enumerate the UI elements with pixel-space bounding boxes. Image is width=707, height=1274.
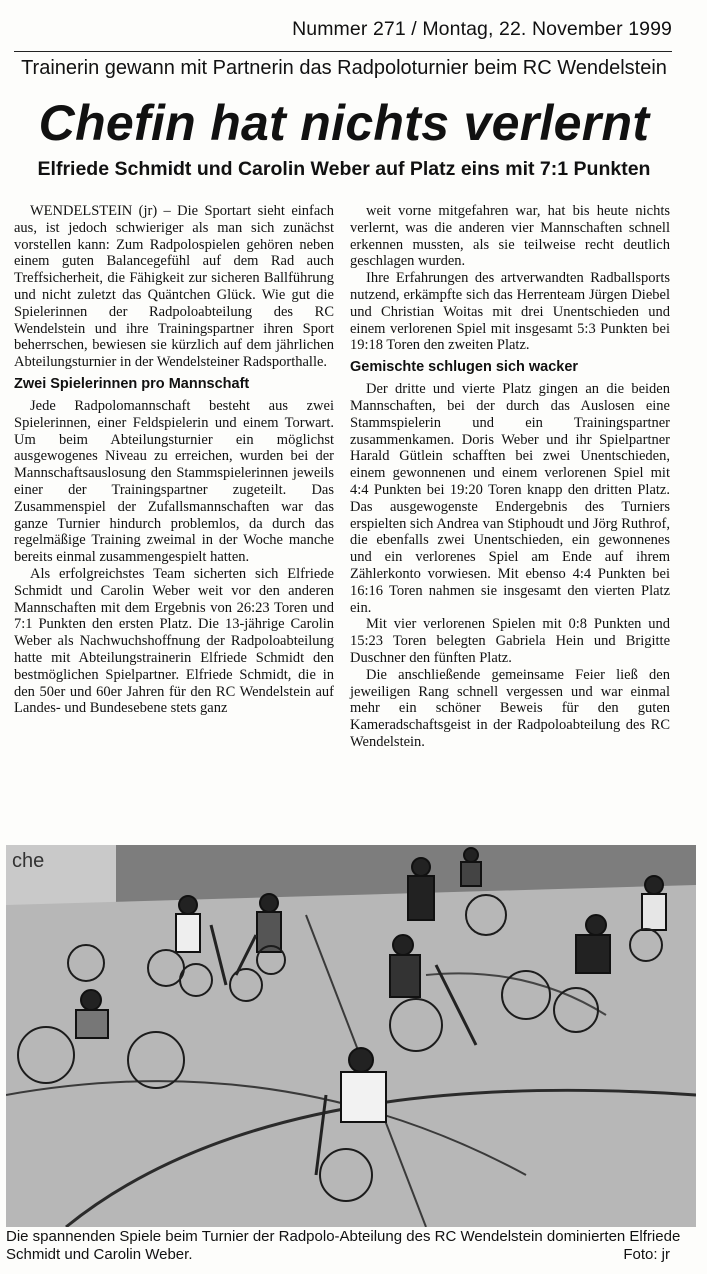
article-headline: Chefin hat nichts verlernt	[38, 95, 650, 151]
wall-sign-text: che	[12, 850, 45, 872]
paragraph: weit vorne mitgefahren war, hat bis heute nichts verlernt, was die anderen vier Mannschaften schnell erkennen mussten, als sie teilweise recht deutlich geschlagen wurden.	[350, 203, 670, 270]
section-heading: Zwei Spielerinnen pro Mannschaft	[14, 375, 250, 392]
article-subheadline: Elfriede Schmidt und Carolin Weber auf Platz eins mit 7:1 Punkten	[37, 158, 651, 180]
paragraph: Die anschließende gemeinsame Feier ließ den jeweiligen Rang schnell vergessen und war einmal mehr ein schöner Beweis für den guten Kameradschaftsgeist in der Radpoloabteilung des RC Wendelstein.	[350, 666, 670, 750]
article-kicker: Trainerin gewann mit Partnerin das Radpoloturnier beim RC Wendelstein	[21, 57, 667, 79]
article-photo	[6, 845, 696, 1227]
paragraph: WENDELSTEIN (jr) – Die Sportart sieht einfach aus, ist jedoch schwieriger als man sich zunächst vorstellen kann: Zum Radpolospielen gehören neben einem guten Balancegefühl auf dem Rad auch Treffsicherheit, die Fähigkeit zur sicheren Ballführung und nicht zuletzt das Quäntchen Glück. Wie gut die Spielerinnen der Radpoloabteilung des RC Wendelstein und ihre Trainingspartner ihren Sport beherrschen, bewiesen sie kürzlich auf dem jährlichen Abteilungsturnier in der Wendelsteiner Radsporthalle.	[14, 203, 334, 371]
paragraph: Mit vier verlorenen Spielen mit 0:8 Punkten und 15:23 Toren belegten Gabriela Hein und Brigitte Duschner den fünften Platz.	[350, 616, 670, 666]
photo-illustration	[6, 845, 696, 1227]
photo-caption	[6, 1228, 696, 1268]
paragraph: Ihre Erfahrungen des artverwandten Radballsports nutzend, erkämpfte sich das Herrenteam Jürgen Diebel und Christian Woitas mit drei Unentschieden und einem verlorenen Spiel mit insgesamt 5:3 Punkten bei 19:18 Toren den zweiten Platz.	[350, 270, 670, 354]
photo-credit: Foto: jr	[623, 1246, 670, 1263]
header-rule	[14, 51, 672, 52]
section-heading: Gemischte schlugen sich wacker	[350, 359, 579, 376]
paragraph: Als erfolgreichstes Team sicherten sich Elfriede Schmidt und Carolin Weber weit vor den anderen Mannschaften mit dem Ergebnis von 26:23 Toren und 7:1 Punkten den ersten Platz. Die 13-jährige Carolin Weber als Nachwuchshoffnung der Radpoloabteilung hatte mit Abteilungstrainerin Elfriede Schmidt den bestmöglichen Spielpartner. Elfriede Schmidt, die in den 50er und 60er Jahren für den RC Wendelstein auf Landes- und Bundesebene stets ganz	[14, 565, 334, 717]
issue-dateline: Nummer 271 / Montag, 22. November 1999	[292, 18, 672, 40]
article-column-left	[14, 203, 334, 717]
caption-text: Die spannenden Spiele beim Turnier der Radpolo-Abteilung des RC Wendelstein dominierten Elfriede Schmidt und Carolin Weber.	[6, 1228, 681, 1263]
article-column-right	[350, 203, 670, 751]
paragraph: Jede Radpolomannschaft besteht aus zwei Spielerinnen, einer Feldspielerin und einem Torwart. Um beim Abteilungsturnier ein möglichst ausgewogenes Niveau zu erreichen, wurden bei der Mannschaftsauslosung den Stammspielerinnen jeweils einer der Trainingspartner zugeteilt. Das Zusammenspiel der Zufallsmannschaften war das ganze Turnier hindurch problemlos, da durch das regelmäßige Training zweimal in der Woche manche bereits einmal zusammengespielt hatten.	[14, 397, 334, 566]
paragraph: Der dritte und vierte Platz gingen an die beiden Mannschaften, bei der durch das Auslosen eine Stammspielerin und ein Trainingspartner zusammenkamen. Doris Weber und ihr Spielpartner Harald Gütlein schafften bei zwei Unentschieden, einem gewonnenen und einem verlorenen Spiel mit 4:4 Punkten bei 19:20 Toren knapp den dritten Platz. Das ausgewogenste Endergebnis des Turniers erspielten sich Andrea van Stiphoudt und Jörg Ruthrof, die ebenfalls zwei Unentschieden, ein gewonnenes und ein verlorenes Spiel am Ende auf ihrem Zählerkonto vorwiesen. Mit ebenso 4:4 Punkten bei 16:16 Toren nahmen sie insgesamt den vierten Platz ein.	[350, 381, 670, 616]
